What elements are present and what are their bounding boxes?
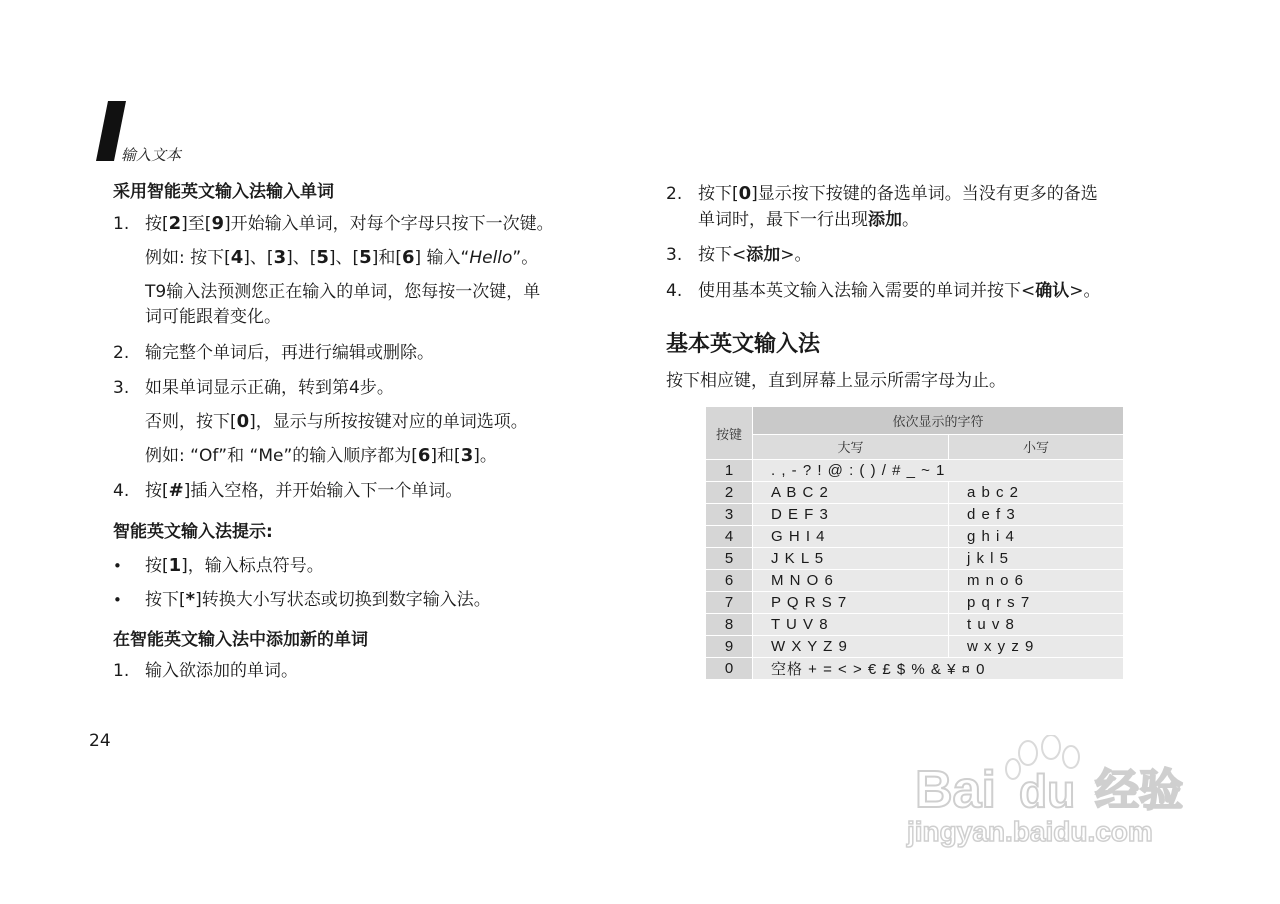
key-cell: 3 [706,504,753,526]
add-step-3: 3. 按下<添加>。 [666,245,812,265]
upper-cell: W X Y Z 9 [753,636,949,658]
watermark-brand-du: du [1019,765,1076,817]
heading-basic-english-input: 基本英文输入法 [666,332,821,357]
upper-cell: G H I 4 [753,526,949,548]
step-1: 1. 按[2]至[9]开始输入单词，对每个字母只按下一次键。 [113,213,554,234]
page-number: 24 [89,731,111,751]
upper-cell: P Q R S 7 [753,592,949,614]
heading-add-word: 在智能英文输入法中添加新的单词 [113,630,368,650]
tip-item: • 按下[*]转换大小写状态或切换到数字输入法。 [113,589,491,610]
upper-cell: T U V 8 [753,614,949,636]
table-row [706,658,1124,680]
upper-cell: A B C 2 [753,482,949,504]
watermark-brand-cn: 经验 [1095,765,1183,816]
key-cell: 5 [706,548,753,570]
lower-cell: t u v 8 [949,614,1124,636]
lower-cell: g h i 4 [949,526,1124,548]
add-step-4: 4. 使用基本英文输入法输入需要的单词并按下<确认>。 [666,281,1101,301]
upper-cell: D E F 3 [753,504,949,526]
lower-cell: w x y z 9 [949,636,1124,658]
key-cell: 0 [706,658,753,680]
table-row [706,482,1124,504]
add-step-1: 1. 输入欲添加的单词。 [113,661,298,681]
key-character-table [705,406,1124,680]
heading-tips: 智能英文输入法提示: [113,522,273,542]
col-upper-header: 大写 [753,434,949,459]
key-cell: 1 [706,460,753,482]
table-row [706,570,1124,592]
add-step-2: 2. 按下[0]显示按下按键的备选单词。当没有更多的备选 [666,183,1098,204]
watermark-brand: Bai [915,761,996,819]
table-row [706,548,1124,570]
col-group-header: 依次显示的字符 [753,407,1124,435]
table-row [706,526,1124,548]
add-step-2-cont: 单词时，最下一行出现添加。 [698,210,919,230]
lower-cell: m n o 6 [949,570,1124,592]
step-4: 4. 按[#]插入空格，并开始输入下一个单词。 [113,480,463,501]
chars-cell: . , - ? ! @ : ( ) / # _ ~ 1 [753,460,1124,482]
lower-cell: d e f 3 [949,504,1124,526]
example-of-me: 例如: “Of”和 “Me”的输入顺序都为[6]和[3]。 [145,445,497,466]
example-hello: 例如: 按下[4]、[3]、[5]、[5]和[6] 输入“Hello”。 [145,247,539,268]
t9-note-line1: T9输入法预测您正在输入的单词，您每按一次键，单 [145,282,541,302]
lower-cell: p q r s 7 [949,592,1124,614]
step-3: 3. 如果单词显示正确，转到第4步。 [113,378,394,398]
key-cell: 6 [706,570,753,592]
table-row [706,504,1124,526]
upper-cell: M N O 6 [753,570,949,592]
lower-cell: a b c 2 [949,482,1124,504]
otherwise-note: 否则，按下[0]，显示与所按按键对应的单词选项。 [145,411,528,432]
t9-note-line2: 词可能跟着变化。 [145,307,281,327]
watermark-url: jingyan.baidu.com [907,816,1153,847]
key-cell: 2 [706,482,753,504]
key-cell: 7 [706,592,753,614]
lower-cell: j k l 5 [949,548,1124,570]
key-cell: 9 [706,636,753,658]
intro-text: 按下相应键，直到屏幕上显示所需字母为止。 [666,371,1006,391]
step-2: 2. 输完整个单词后，再进行编辑或删除。 [113,343,434,363]
table-row [706,592,1124,614]
baidu-jingyan-watermark [905,735,1205,855]
table-row [706,636,1124,658]
col-key-header: 按键 [706,407,753,460]
table-row [706,460,1124,482]
tip-item: • 按[1]，输入标点符号。 [113,555,324,576]
upper-cell: J K L 5 [753,548,949,570]
key-cell: 8 [706,614,753,636]
key-cell: 4 [706,526,753,548]
table-row [706,614,1124,636]
chars-cell: 空格 + = < > € £ $ % & ¥ ¤ 0 [753,658,1124,680]
heading-smart-english-input: 采用智能英文输入法输入单词 [113,182,334,202]
section-label: 输入文本 [121,146,182,164]
col-lower-header: 小写 [949,434,1124,459]
